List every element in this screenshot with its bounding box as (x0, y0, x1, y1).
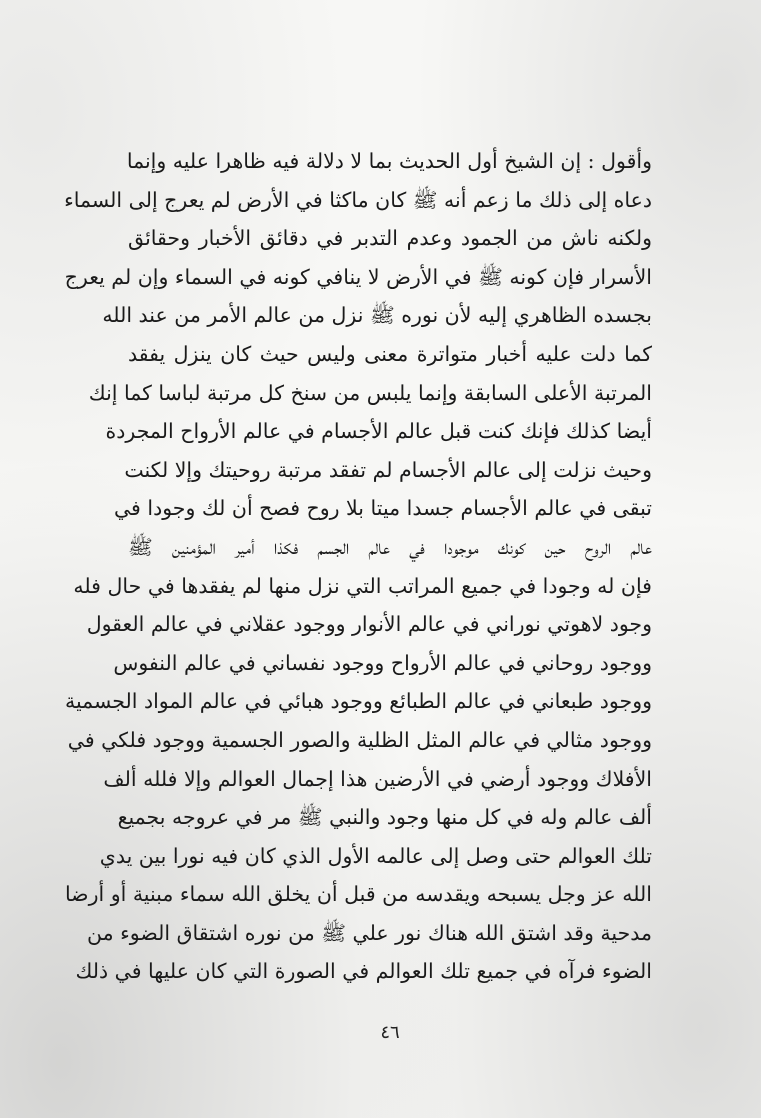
page-number: ٤٦ (380, 1022, 400, 1043)
text-line: الأفلاك ووجود أرضي في الأرضين هذا إجمال العوالم وإلا فلله ألف (103, 766, 652, 791)
text-line: ووجود مثالي في عالم المثل الظلية والصور الجسمية ووجود فلكي في (67, 727, 652, 752)
text-line: دعاه إلى ذلك ما زعم أنه ﷺ كان ماكثا في الأرض لم يعرج إلى السماء (64, 187, 652, 212)
text-line: عالم الروح حين كونك موجودا في عالم الجسم فكذا أمير المؤمنين ﷺ (128, 534, 652, 559)
body-text (64, 142, 652, 991)
text-line: فإن له وجودا في جميع المراتب التي نزل منها لم يفقدها في حال فله (73, 573, 652, 598)
text-line: وأقول : إن الشيخ أول الحديث بما لا دلالة فيه ظاهرا عليه وإنما (126, 149, 652, 173)
text-line: تبقى في عالم الأجسام جسدا ميتا بلا روح فصح أن لك وجودا في (113, 496, 652, 521)
text-line: كما دلت عليه أخبار متواترة معنى وليس حيث كان ينزل يفقد (128, 341, 652, 366)
text-line: وجود لاهوتي نوراني في عالم الأنوار ووجود عقلاني في عالم العقول (86, 612, 652, 637)
text-line: بجسده الظاهري إليه لأن نوره ﷺ نزل من عالم الأمر من عند الله (102, 303, 652, 328)
text-line: الضوء فرآه في جميع تلك العوالم في الصورة التي كان عليها في ذلك (75, 959, 652, 984)
text-line: أيضا كذلك فإنك كنت قبل عالم الأجسام في عالم الأرواح المجردة (105, 419, 652, 444)
text-line: ووجود روحاني في عالم الأرواح ووجود نفساني في عالم النفوس (113, 650, 652, 675)
text-line: ولكنه ناش من الجمود وعدم التدبر في دقائق الأخبار وحقائق (128, 226, 652, 251)
text-line: ووجود طبعاني في عالم الطبائع ووجود هبائي في عالم المواد الجسمية (64, 689, 652, 714)
text-line: وحيث نزلت إلى عالم الأجسام لم تفقد مرتبة روحيتك وإلا لكنت (124, 457, 652, 482)
text-line: الله عز وجل يسبحه ويقدسه من قبل أن يخلق الله سماء مبنية أو أرضا (64, 882, 652, 907)
text-line: الأسرار فإن كونه ﷺ في الأرض لا ينافي كونه في السماء وإن لم يعرج (64, 264, 652, 289)
text-line: تلك العوالم حتى وصل إلى عالمه الأول الذي كان فيه نورا بين يدي (99, 843, 652, 868)
text-line: المرتبة الأعلى السابقة وإنما يلبس من سنخ كل مرتبة لباسا كما إنك (88, 380, 652, 405)
text-line: ألف عالم وله في كل منها وجود والنبي ﷺ مر في عروجه بجميع (117, 805, 652, 830)
text-line: مدحية وقد اشتق الله هناك نور علي ﷺ من نوره اشتقاق الضوء من (87, 920, 652, 945)
